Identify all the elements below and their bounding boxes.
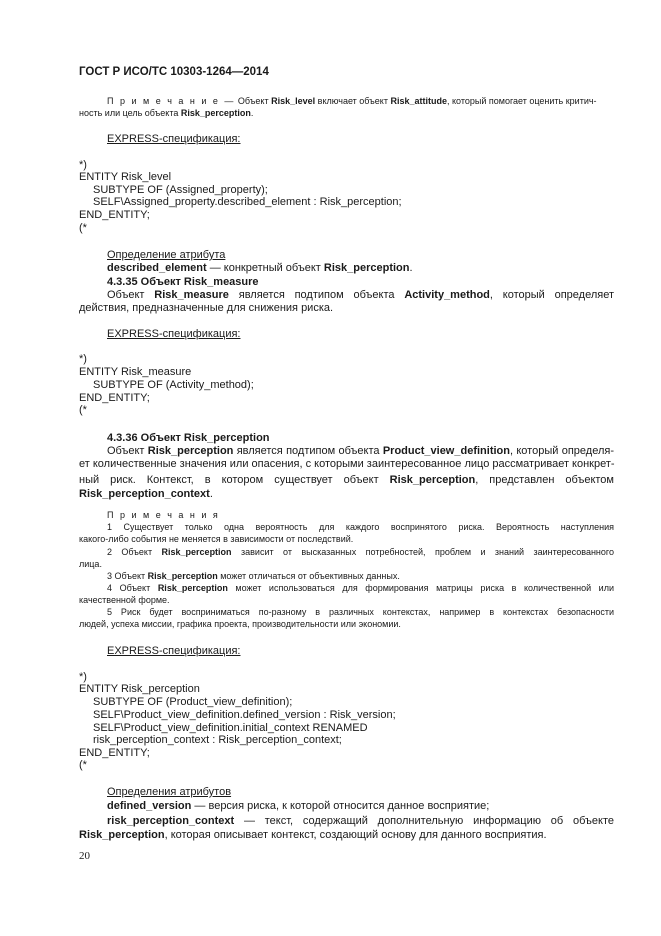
note-text: включает объект bbox=[317, 96, 388, 106]
note-text: 2 Объект bbox=[107, 547, 153, 557]
section-paragraph-line1 bbox=[107, 289, 614, 302]
attribute-text: — текст, содержащий дополнительную информацию об объекте bbox=[243, 815, 614, 827]
attribute-definition-heading: Определение атрибута bbox=[107, 249, 226, 261]
express-code-line: END_ENTITY; bbox=[79, 392, 150, 404]
paragraph-text: Объект bbox=[107, 289, 145, 301]
note-text: . bbox=[250, 108, 254, 118]
paragraph-text: является подтипом объекта bbox=[238, 289, 395, 301]
paragraph-text: , который определя- bbox=[509, 445, 614, 457]
attribute-definition-cont bbox=[79, 829, 547, 842]
express-code-line: END_ENTITY; bbox=[79, 747, 150, 759]
note-item: 1 Существует только одна вероятность для каждого воспринятого риска. Вероятность наступления bbox=[107, 522, 614, 532]
note-item bbox=[107, 546, 614, 558]
note-text: ность или цель объекта bbox=[79, 108, 179, 118]
note-item-cont: людей, успеха миссии, графика проекта, производительности или экономии. bbox=[79, 619, 401, 629]
entity-ref: Risk_perception_context bbox=[79, 488, 210, 500]
notes-label: П р и м е ч а н и я bbox=[107, 510, 220, 520]
note-risk-level-line1 bbox=[107, 95, 614, 107]
express-code-line: SUBTYPE OF (Activity_method); bbox=[93, 379, 254, 391]
attribute-term: described_element bbox=[107, 262, 207, 274]
note-text: Объект bbox=[237, 96, 269, 106]
paragraph-text: Объект bbox=[107, 445, 145, 457]
attribute-definition bbox=[107, 815, 614, 828]
entity-ref: Risk_perception bbox=[79, 829, 165, 841]
paragraph-text: является подтипом объекта bbox=[236, 445, 380, 457]
entity-ref: Activity_method bbox=[404, 289, 490, 301]
note-risk-level-line2 bbox=[79, 107, 253, 119]
express-spec-heading: EXPRESS-спецификация: bbox=[107, 645, 241, 657]
attribute-text: — версия риска, к которой относится данное восприятие; bbox=[194, 800, 490, 812]
entity-ref: Risk_perception bbox=[147, 571, 218, 581]
section-title: 4.3.36 Объект Risk_perception bbox=[107, 432, 270, 444]
attribute-text: . bbox=[409, 262, 413, 274]
note-item bbox=[107, 570, 400, 582]
express-code-line: SUBTYPE OF (Assigned_property); bbox=[93, 184, 268, 196]
entity-ref: Risk_perception bbox=[157, 583, 228, 593]
note-text: , который помогает оценить критич- bbox=[447, 96, 597, 106]
section-paragraph-line2: ет количественные значения или опасения, с которыми заинтересованное лицо рассматривает конкрет- bbox=[79, 458, 615, 470]
express-code-line: SELF\Product_view_definition.initial_context RENAMED bbox=[93, 722, 368, 734]
note-item: 5 Риск будет восприниматься по-разному в различных контекстах, например в контекстах безопасности bbox=[107, 607, 614, 617]
entity-ref: Risk_measure bbox=[154, 289, 229, 301]
express-code-line: SELF\Assigned_property.described_element : Risk_perception; bbox=[93, 196, 402, 208]
entity-ref: Risk_perception bbox=[180, 108, 251, 118]
express-code-line: (* bbox=[79, 404, 87, 416]
entity-ref: Risk_level bbox=[271, 96, 316, 106]
paragraph-text: . bbox=[209, 488, 213, 500]
express-code-line: *) bbox=[79, 159, 87, 171]
section-paragraph-line2: действия, предназначенные для снижения риска. bbox=[79, 302, 334, 314]
paragraph-text: , который определяет bbox=[489, 289, 615, 301]
note-text: 4 Объект bbox=[107, 583, 151, 593]
attribute-definition bbox=[107, 262, 413, 275]
attribute-text: , которая описывает контекст, создающий основу для данного восприятия. bbox=[164, 829, 547, 841]
note-text: может использоваться для формирования матрицы риска в количественной или bbox=[235, 583, 614, 593]
attribute-term: defined_version bbox=[107, 800, 192, 812]
attribute-text: — конкретный объект bbox=[209, 262, 321, 274]
express-code-line: ENTITY Risk_level bbox=[79, 171, 172, 183]
note-text: зависит от высказанных потребностей, проблем и знаний заинтересованного bbox=[241, 547, 614, 557]
express-code-line: *) bbox=[79, 671, 87, 683]
entity-ref: Risk_perception bbox=[147, 445, 234, 457]
express-code-line: ENTITY Risk_measure bbox=[79, 366, 192, 378]
express-code-line: risk_perception_context : Risk_perception_context; bbox=[93, 734, 342, 746]
express-code-line: END_ENTITY; bbox=[79, 209, 150, 221]
paragraph-text: ный риск. Контекст, в котором существует объект bbox=[79, 474, 379, 486]
express-spec-heading: EXPRESS-спецификация: bbox=[107, 328, 241, 340]
attribute-definitions-heading: Определения атрибутов bbox=[107, 786, 232, 798]
express-spec-heading: EXPRESS-спецификация: bbox=[107, 133, 241, 145]
entity-ref: Product_view_definition bbox=[382, 445, 510, 457]
note-item-cont: лица. bbox=[79, 559, 102, 569]
section-paragraph-line4 bbox=[79, 488, 213, 501]
note-item bbox=[107, 582, 614, 594]
express-code-line: (* bbox=[79, 222, 87, 234]
note-label: П р и м е ч а н и е — bbox=[107, 96, 236, 106]
entity-ref: Risk_perception bbox=[161, 547, 232, 557]
entity-ref: Risk_attitude bbox=[390, 96, 447, 106]
section-paragraph-line3 bbox=[79, 474, 614, 487]
note-item-cont: качественной форме. bbox=[79, 595, 170, 605]
express-code-line: (* bbox=[79, 759, 87, 771]
section-paragraph-line1 bbox=[107, 445, 614, 458]
express-code-line: SELF\Product_view_definition.defined_version : Risk_version; bbox=[93, 709, 396, 721]
entity-ref: Risk_perception bbox=[389, 474, 476, 486]
express-code-line: SUBTYPE OF (Product_view_definition); bbox=[93, 696, 293, 708]
section-title: 4.3.35 Объект Risk_measure bbox=[107, 276, 259, 288]
note-text: 3 Объект bbox=[107, 571, 146, 581]
express-code-line: ENTITY Risk_perception bbox=[79, 683, 200, 695]
attribute-term: risk_perception_context bbox=[107, 815, 235, 827]
paragraph-text: , представлен объектом bbox=[475, 474, 614, 486]
note-item-cont: какого-либо события не меняется в зависимости от последствий. bbox=[79, 534, 354, 544]
attribute-definition bbox=[107, 800, 489, 813]
page-header: ГОСТ Р ИСО/ТС 10303-1264—2014 bbox=[79, 66, 269, 78]
entity-ref: Risk_perception bbox=[323, 262, 410, 274]
page-number: 20 bbox=[79, 850, 90, 862]
express-code-line: *) bbox=[79, 353, 87, 365]
note-text: может отличаться от объективных данных. bbox=[220, 571, 400, 581]
